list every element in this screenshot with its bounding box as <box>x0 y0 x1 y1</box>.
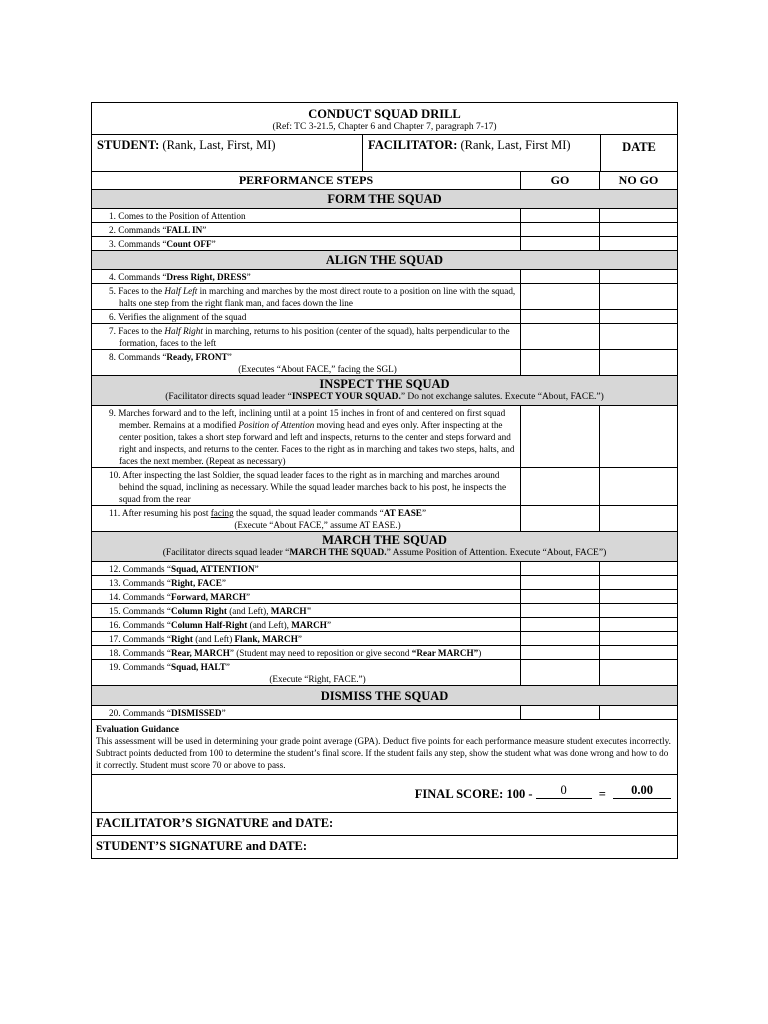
drill-evaluation-form <box>91 102 678 859</box>
go-cell[interactable] <box>520 660 599 685</box>
facilitator-signature-label: FACILITATOR’S SIGNATURE and DATE: <box>96 816 334 830</box>
step-row <box>92 617 677 631</box>
step-text: 14. Commands “Forward, MARCH” <box>109 592 251 602</box>
date-field[interactable] <box>600 135 677 171</box>
nogo-cell[interactable] <box>599 576 677 589</box>
go-cell[interactable] <box>520 350 599 375</box>
step-text: 5. Faces to the Half Left in marching and marches by the most direct route to a position on line with the squad, halts one step from the right flank man, and faces down the line <box>109 286 516 308</box>
go-cell[interactable] <box>520 223 599 236</box>
go-cell[interactable] <box>520 468 599 505</box>
form-reference: (Ref: TC 3-21.5, Chapter 6 and Chapter 7, paragraph 7-17) <box>272 122 497 132</box>
section-instruction: (Facilitator directs squad leader “MARCH THE SQUAD.” Assume Position of Attention. Execute “About, FACE”) <box>162 548 607 558</box>
nogo-cell[interactable] <box>599 406 677 467</box>
section-dismiss-the-squad <box>92 685 677 705</box>
step-text: 1. Comes to the Position of Attention <box>109 211 246 221</box>
step-text: 3. Commands “Count OFF” <box>109 239 216 249</box>
step-text: 8. Commands “Ready, FRONT” (Executes “About FACE,” facing the SGL) <box>92 350 520 375</box>
section-title: DISMISS THE SQUAD <box>320 689 449 703</box>
step-row <box>92 283 677 309</box>
step-row <box>92 236 677 250</box>
section-title: INSPECT THE SQUAD <box>319 377 450 391</box>
nogo-cell[interactable] <box>599 468 677 505</box>
step-text: 17. Commands “Right (and Left) Flank, MARCH” <box>109 634 302 644</box>
go-cell[interactable] <box>520 618 599 631</box>
step-row <box>92 631 677 645</box>
col-header-steps: PERFORMANCE STEPS <box>238 173 374 187</box>
step-text: 20. Commands “DISMISSED” <box>109 708 226 718</box>
step-row <box>92 575 677 589</box>
go-cell[interactable] <box>520 590 599 603</box>
step-note: (Execute “About FACE,” assume AT EASE.) <box>234 520 401 530</box>
col-header-nogo: NO GO <box>599 172 677 189</box>
nogo-cell[interactable] <box>599 632 677 645</box>
step-row <box>92 589 677 603</box>
step-text: 15. Commands “Column Right (and Left), MARCH" <box>109 606 312 616</box>
go-cell[interactable] <box>520 646 599 659</box>
go-cell[interactable] <box>520 604 599 617</box>
step-row <box>92 208 677 222</box>
points-deducted-field[interactable]: 0 <box>536 783 592 799</box>
step-text: 10. After inspecting the last Soldier, the squad leader faces to the right as in marching and marches around behind the squad, inclining as necessary. While the squad leader marches back to his post, he inspects the squad from the rear <box>109 470 507 504</box>
go-cell[interactable] <box>520 284 599 309</box>
facilitator-signature-row[interactable] <box>92 812 677 835</box>
final-score-row <box>92 774 677 812</box>
step-row <box>92 349 677 375</box>
step-text: 12. Commands “Squad, ATTENTION” <box>109 564 259 574</box>
go-cell[interactable] <box>520 576 599 589</box>
step-row <box>92 561 677 575</box>
equals-sign: = <box>598 787 606 801</box>
nogo-cell[interactable] <box>599 310 677 323</box>
go-cell[interactable] <box>520 706 599 719</box>
go-cell[interactable] <box>520 310 599 323</box>
final-score-field[interactable]: 0.00 <box>613 783 671 799</box>
step-text: 11. After resuming his post facing the squad, the squad leader commands “AT EASE” (Execute “About FACE,” assume AT EASE.) <box>92 506 520 531</box>
step-row <box>92 467 677 505</box>
nogo-cell[interactable] <box>599 618 677 631</box>
step-note: (Executes “About FACE,” facing the SGL) <box>238 364 397 374</box>
nogo-cell[interactable] <box>599 284 677 309</box>
section-inspect-the-squad <box>92 375 677 405</box>
go-cell[interactable] <box>520 406 599 467</box>
nogo-cell[interactable] <box>599 209 677 222</box>
step-text: 19. Commands “Squad, HALT” (Execute “Right, FACE.”) <box>92 660 520 685</box>
nogo-cell[interactable] <box>599 324 677 349</box>
nogo-cell[interactable] <box>599 223 677 236</box>
section-instruction: (Facilitator directs squad leader “INSPECT YOUR SQUAD.” Do not exchange salutes. Execute “About, FACE.”) <box>165 392 604 402</box>
col-header-go: GO <box>520 172 599 189</box>
go-cell[interactable] <box>520 562 599 575</box>
step-row <box>92 309 677 323</box>
section-title: FORM THE SQUAD <box>327 192 442 206</box>
nogo-cell[interactable] <box>599 646 677 659</box>
nogo-cell[interactable] <box>599 590 677 603</box>
go-cell[interactable] <box>520 632 599 645</box>
facilitator-label: FACILITATOR: <box>368 138 458 152</box>
student-hint: (Rank, Last, First, MI) <box>162 138 276 152</box>
section-march-the-squad <box>92 531 677 561</box>
step-text: 16. Commands “Column Half-Right (and Left), MARCH” <box>109 620 332 630</box>
column-header-row <box>92 171 677 189</box>
student-field[interactable] <box>92 135 362 171</box>
step-row <box>92 659 677 685</box>
step-row <box>92 705 677 719</box>
form-title: CONDUCT SQUAD DRILL <box>308 107 461 121</box>
nogo-cell[interactable] <box>599 562 677 575</box>
final-score-label: FINAL SCORE: 100 - <box>414 787 533 801</box>
student-signature-label: STUDENT’S SIGNATURE and DATE: <box>96 839 308 853</box>
title-row <box>92 103 677 134</box>
section-title: MARCH THE SQUAD <box>322 533 447 547</box>
go-cell[interactable] <box>520 506 599 531</box>
step-row <box>92 222 677 236</box>
student-signature-row[interactable] <box>92 835 677 858</box>
evaluation-text: This assessment will be used in determining your grade point average (GPA). Deduct five points for each performance measure student executes incorrectly. Subtract points deducted from 100 to determine the student’s final score. If the student fails any step, show the student what was done wrong and how to do it correctly. Student must score 70 or above to pass. <box>96 736 671 770</box>
step-text: 7. Faces to the Half Right in marching, returns to his position (center of the squad), halts perpendicular to the formation, faces to the left <box>109 326 510 348</box>
step-text: 13. Commands “Right, FACE” <box>109 578 226 588</box>
nogo-cell[interactable] <box>599 604 677 617</box>
step-row <box>92 645 677 659</box>
nogo-cell[interactable] <box>599 706 677 719</box>
step-row <box>92 505 677 531</box>
step-text: 2. Commands “FALL IN” <box>109 225 207 235</box>
go-cell[interactable] <box>520 209 599 222</box>
go-cell[interactable] <box>520 270 599 283</box>
nogo-cell[interactable] <box>599 350 677 375</box>
nogo-cell[interactable] <box>599 660 677 685</box>
student-label: STUDENT: <box>97 138 160 152</box>
step-text: 4. Commands “Dress Right, DRESS” <box>109 272 251 282</box>
go-cell[interactable] <box>520 324 599 349</box>
date-label: DATE <box>622 140 656 154</box>
facilitator-hint: (Rank, Last, First MI) <box>460 138 571 152</box>
evaluation-guidance <box>92 719 677 774</box>
section-title: ALIGN THE SQUAD <box>325 253 444 267</box>
step-text: 18. Commands “Rear, MARCH” (Student may need to reposition or give second “Rear MARCH”) <box>109 648 482 658</box>
step-row <box>92 269 677 283</box>
step-row <box>92 405 677 467</box>
nogo-cell[interactable] <box>599 506 677 531</box>
section-form-the-squad <box>92 189 677 208</box>
step-text: 9. Marches forward and to the left, inclining until at a point 15 inches in front of and centered on first squad member. Remains at a modified Position of Attention moving head and eyes only. After inspecting at the center position, takes a short step forward and left and inspects, returns to the center and steps forward and right and inspects, and returns to the center. Faces to the right as in marching and takes two steps, halts, and faces the next member. (Repeat as necessary) <box>109 408 515 466</box>
identity-row <box>92 134 677 171</box>
nogo-cell[interactable] <box>599 237 677 250</box>
section-align-the-squad <box>92 250 677 269</box>
evaluation-heading: Evaluation Guidance <box>96 724 179 734</box>
go-cell[interactable] <box>520 237 599 250</box>
step-text: 6. Verifies the alignment of the squad <box>109 312 247 322</box>
step-row <box>92 323 677 349</box>
step-note: (Execute “Right, FACE.”) <box>269 674 366 684</box>
facilitator-field[interactable] <box>362 135 600 171</box>
step-row <box>92 603 677 617</box>
nogo-cell[interactable] <box>599 270 677 283</box>
